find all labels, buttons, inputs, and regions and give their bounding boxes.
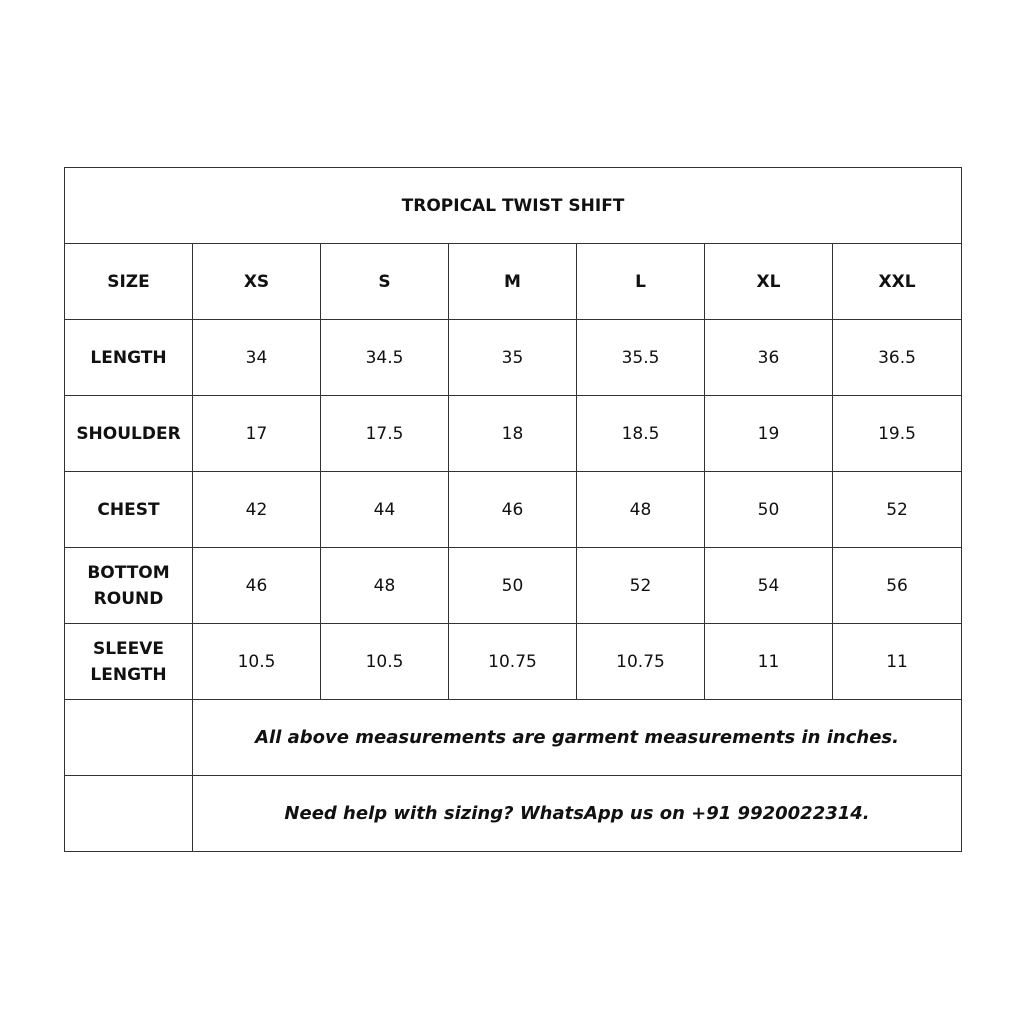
table-cell: 19.5 [833,396,962,472]
table-cell: 11 [705,624,833,700]
note-row-help [65,776,962,852]
table-cell: 18 [449,396,577,472]
row-label-line: ROUND [93,588,164,609]
title-row [65,168,962,244]
row-label-length [65,320,193,396]
size-chart-table [64,167,962,852]
table-cell: 10.75 [577,624,705,700]
size-header-label: SIZE [65,244,193,320]
row-label-chest [65,472,193,548]
note-row-measurements [65,700,962,776]
table-cell: 17.5 [321,396,449,472]
row-label-line: LENGTH [90,664,167,685]
table-cell: 44 [321,472,449,548]
sizing-help-note: Need help with sizing? WhatsApp us on +91 9920022314. [193,776,962,852]
table-cell: 48 [321,548,449,624]
row-label-bottom-round [65,548,193,624]
table-cell: 46 [193,548,321,624]
table-cell: 35.5 [577,320,705,396]
table-cell: 36.5 [833,320,962,396]
note-empty-cell [65,700,193,776]
table-cell: 34 [193,320,321,396]
table-cell: 52 [833,472,962,548]
table-cell: 54 [705,548,833,624]
table-cell: 10.5 [321,624,449,700]
chart-title: TROPICAL TWIST SHIFT [65,168,962,244]
size-header-l: L [577,244,705,320]
table-row-length [65,320,962,396]
table-cell: 17 [193,396,321,472]
table-cell: 35 [449,320,577,396]
row-label-line: BOTTOM [87,562,170,583]
table-cell: 10.75 [449,624,577,700]
table-cell: 50 [449,548,577,624]
size-header-xl: XL [705,244,833,320]
table-cell: 18.5 [577,396,705,472]
table-row-chest [65,472,962,548]
row-label-sleeve-length [65,624,193,700]
table-cell: 46 [449,472,577,548]
header-row [65,244,962,320]
row-label-line: SHOULDER [76,423,181,444]
size-header-m: M [449,244,577,320]
table-row-bottom-round [65,548,962,624]
table-cell: 56 [833,548,962,624]
table-row-shoulder [65,396,962,472]
table-cell: 10.5 [193,624,321,700]
table-cell: 36 [705,320,833,396]
row-label-line: SLEEVE [92,638,165,659]
row-label-shoulder [65,396,193,472]
table-cell: 42 [193,472,321,548]
row-label-line: CHEST [97,499,160,520]
table-row-sleeve-length [65,624,962,700]
table-cell: 48 [577,472,705,548]
table-cell: 19 [705,396,833,472]
size-header-xs: XS [193,244,321,320]
measurements-note: All above measurements are garment measurements in inches. [193,700,962,776]
row-label-line: LENGTH [90,347,167,368]
table-cell: 52 [577,548,705,624]
table-cell: 34.5 [321,320,449,396]
note-empty-cell [65,776,193,852]
table-cell: 50 [705,472,833,548]
size-header-xxl: XXL [833,244,962,320]
table-cell: 11 [833,624,962,700]
size-header-s: S [321,244,449,320]
